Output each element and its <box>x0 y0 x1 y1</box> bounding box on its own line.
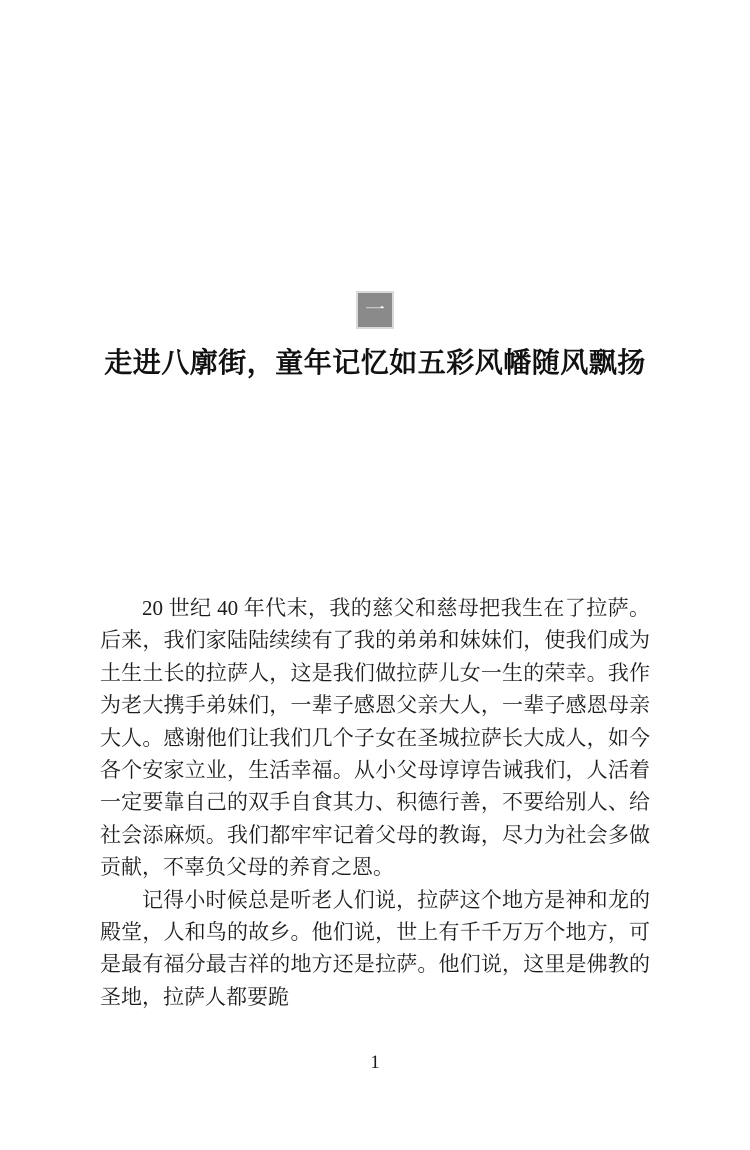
chapter-title: 走进八廓街，童年记忆如五彩风幡随风飘扬 <box>104 348 646 379</box>
paragraph: 记得小时候总是听老人们说，拉萨这个地方是神和龙的殿堂，人和鸟的故乡。他们说，世上有千千万万个地方，可是最有福分最吉祥的地方还是拉萨。他们说，这里是佛教的圣地，拉萨人都要跪 <box>100 887 650 1009</box>
chapter-number: 一 <box>365 299 385 321</box>
page-number: 1 <box>370 1052 380 1073</box>
body-text <box>100 592 650 1013</box>
chapter-number-box <box>358 293 392 327</box>
paragraph: 20 世纪 40 年代末，我的慈父和慈母把我生在了拉萨。后来，我们家陆陆续续有了我的弟弟和妹妹们，使我们成为土生土长的拉萨人，这是我们做拉萨儿女一生的荣幸。我作为老大携手弟妹们，一辈子感恩父亲大人，一辈子感恩母亲大人。感谢他们让我们几个子女在圣城拉萨长大成人，如今各个安家立业，生活幸福。从小父母谆谆告诫我们，人活着一定要靠自己的双手自食其力、积德行善，不要给别人、给社会添麻烦。我们都牢牢记着父母的教诲，尽力为社会多做贡献，不辜负父母的养育之恩。 <box>100 596 650 880</box>
